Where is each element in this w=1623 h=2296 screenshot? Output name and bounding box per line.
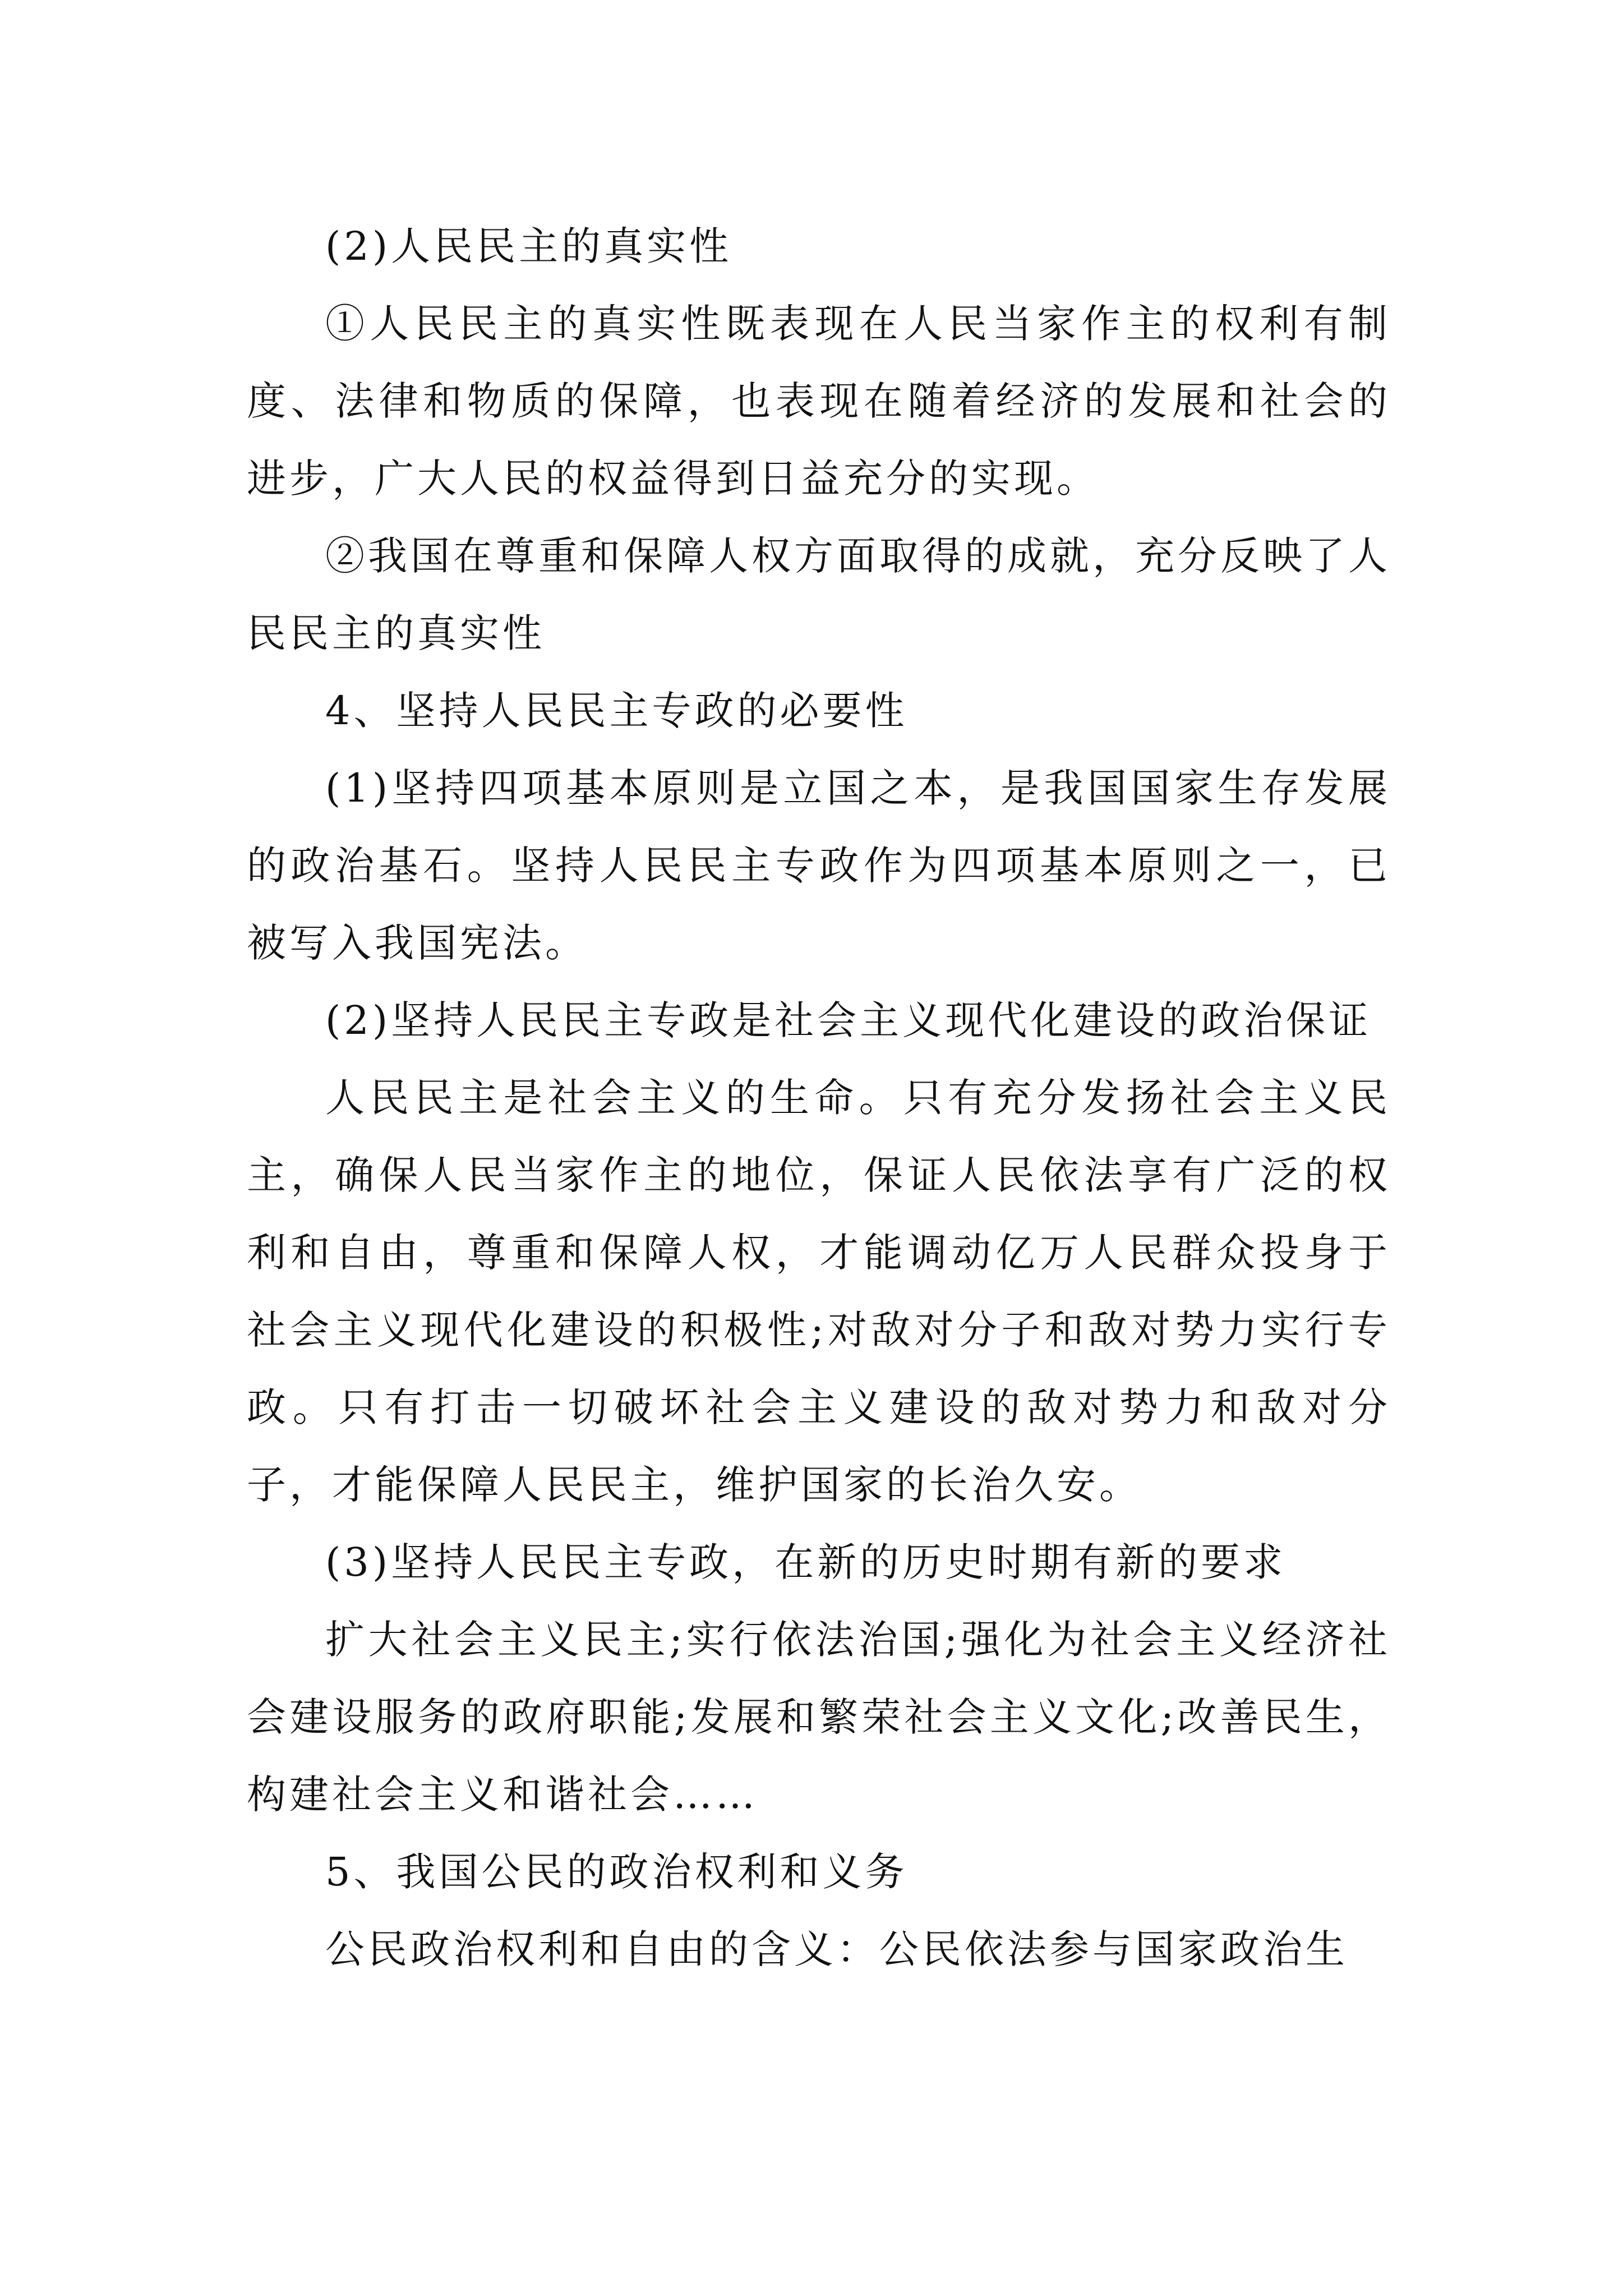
paragraph-political-rights: 公民政治权利和自由的含义：公民依法参与国家政治生 [325,1926,1348,1972]
section-heading-5: 5、我国公民的政治权利和义务 [325,1849,908,1895]
paragraph-new-requirements: 扩大社会主义民主;实行依法治国;强化为社会主义经济社会建设服务的政府职能;发展和繁荣社会主义文化;改善民生，构建社会主义和谐社会…… [247,1617,1391,1818]
document-body [247,208,1391,1988]
paragraph-democracy-life: 人民民主是社会主义的生命。只有充分发扬社会主义民主，确保人民当家作主的地位，保证人民依法享有广泛的权利和自由，尊重和保障人权，才能调动亿万人民群众投身于社会主义现代化建设的积极性;对敌对分子和敌对势力实行专政。只有打击一切破坏社会主义建设的敌对势力和敌对分子，才能保障人民民主，维护国家的长治久安。 [247,1075,1391,1508]
subheading-necessity-2: (2)坚持人民民主专政是社会主义现代化建设的政治保证 [325,997,1372,1043]
paragraph-necessity-1: (1)坚持四项基本原则是立国之本，是我国国家生存发展的政治基石。坚持人民民主专政作为四项基本原则之一，已被写入我国宪法。 [247,765,1391,966]
subheading-necessity-3: (3)坚持人民民主专政，在新的历史时期有新的要求 [325,1539,1287,1585]
subheading-authenticity: (2)人民民主的真实性 [325,223,732,269]
paragraph-authenticity-point-2: ②我国在尊重和保障人权方面取得的成就，充分反映了人民民主的真实性 [247,533,1391,656]
paragraph-authenticity-point-1: ①人民民主的真实性既表现在人民当家作主的权利有制度、法律和物质的保障，也表现在随着经济的发展和社会的进步，广大人民的权益得到日益充分的实现。 [247,301,1391,501]
section-heading-4: 4、坚持人民民主专政的必要性 [325,688,908,734]
